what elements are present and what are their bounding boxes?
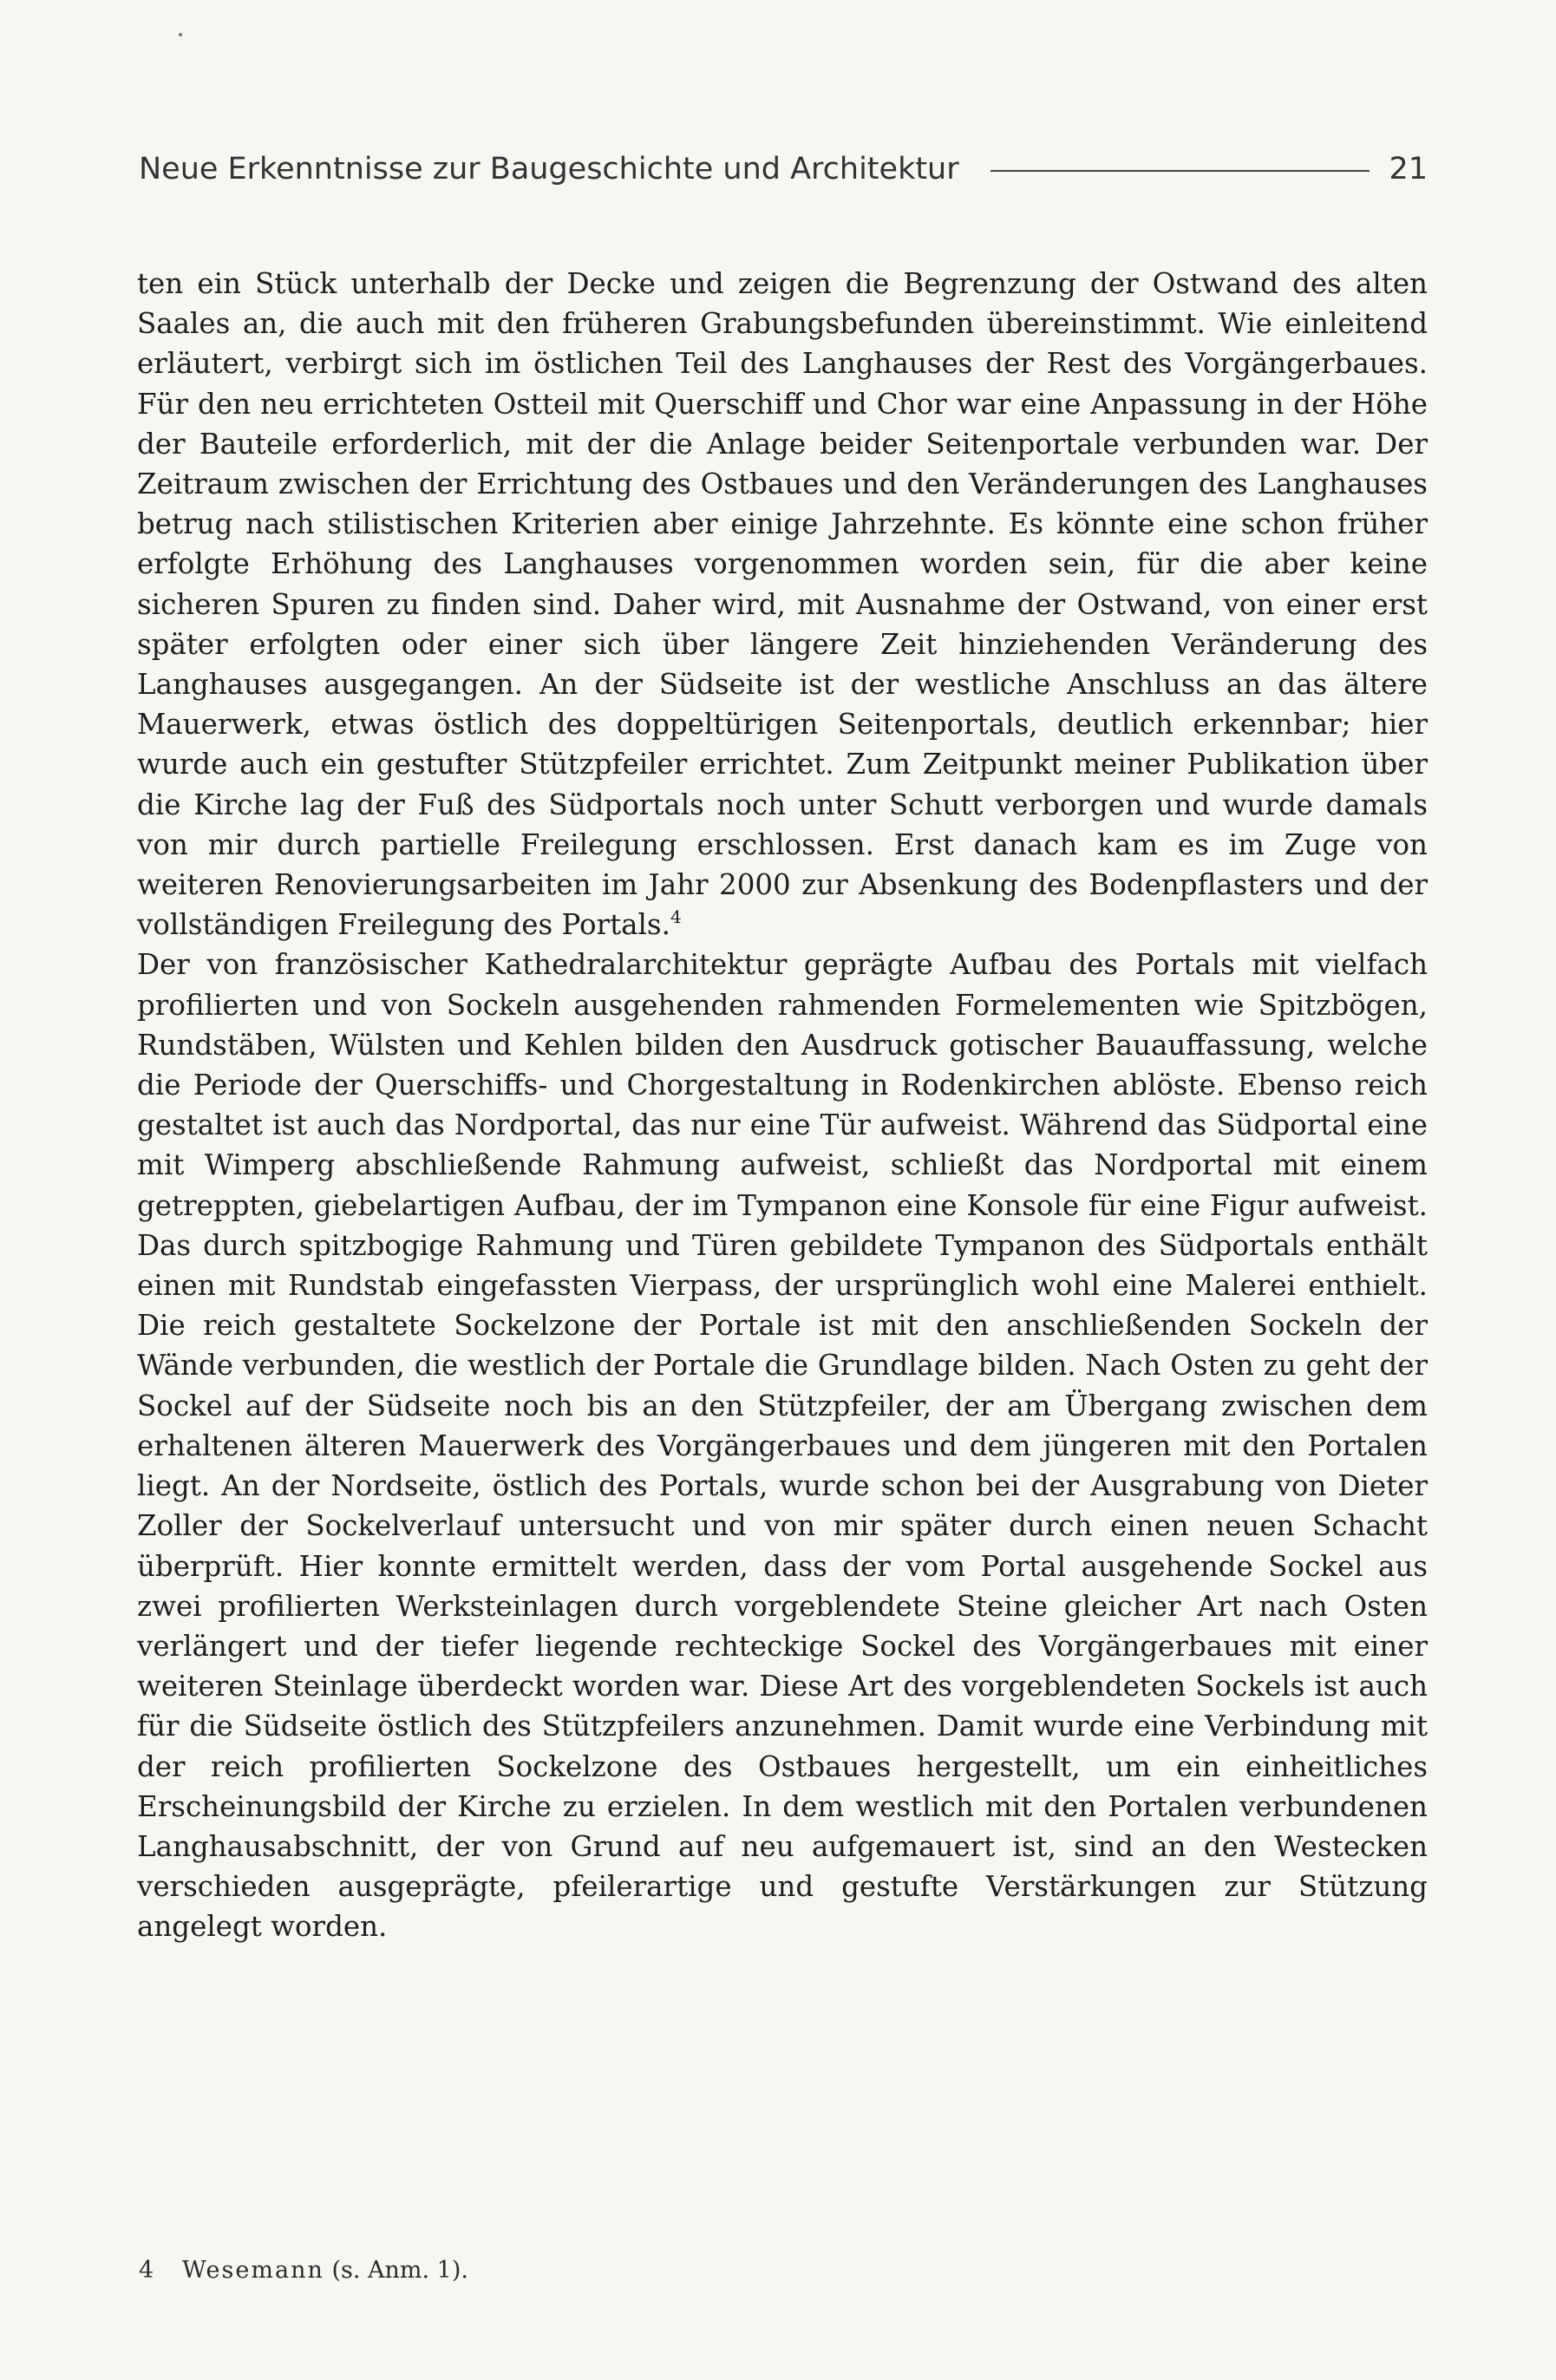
footnote-number: 4 — [139, 2257, 154, 2284]
body-text — [137, 264, 1428, 1947]
paragraph-1 — [137, 264, 1428, 945]
running-head — [139, 146, 1428, 193]
footnote-reference-text: (s. Anm. 1). — [331, 2257, 468, 2284]
print-speck — [179, 33, 182, 36]
footnote-author: Wesemann — [182, 2257, 324, 2284]
running-head-title: Neue Erkenntnisse zur Baugeschichte und Architektur — [139, 152, 959, 186]
footnote-text — [182, 2253, 468, 2288]
page-number: 21 — [1389, 152, 1428, 186]
running-head-rule — [990, 170, 1370, 172]
paragraph-1-text: ten ein Stück unterhalb der Decke und zeigen die Begrenzung der Ostwand des alten Saales an, die auch mit den früheren Grabungsbefunden übereinstimmt. Wie einleitend erläutert, verbirgt sich im östlichen Teil des Langhauses der Rest des Vorgängerbaues. Für den neu errichteten Ostteil mit Querschiff und Chor war eine Anpassung in der Höhe der Bauteile erforderlich, mit der die Anlage beider Seitenportale verbunden war. Der Zeitraum zwischen der Errichtung des Ostbaues und den Veränderungen des Langhauses betrug nach stilistischen Kriterien aber einige Jahrzehnte. Es könnte eine schon früher erfolgte Erhöhung des Langhauses vorgenommen worden sein, für die aber keine sicheren Spuren zu finden sind. Daher wird, mit Ausnahme der Ostwand, von einer erst später erfolgten oder einer sich über längere Zeit hinziehenden Veränderung des Langhauses ausgegangen. An der Südseite ist der westliche Anschluss an das ältere Mauerwerk, etwas östlich des doppeltürigen Seitenportals, deutlich erkennbar; hier wurde auch ein gestufter Stützpfeiler errichtet. Zum Zeitpunkt meiner Publikation über die Kirche lag der Fuß des Südportals noch unter Schutt verborgen und wurde damals von mir durch partielle Freilegung erschlossen. Erst danach kam es im Zuge von weiteren Renovierungsarbeiten im Jahr 2000 zur Absenkung des Bodenpflasters und der vollständigen Freilegung des Portals. — [137, 267, 1428, 942]
paragraph-2 — [137, 945, 1428, 1946]
footnote-reference[interactable]: 4 — [670, 906, 682, 928]
footnote — [139, 2253, 1428, 2288]
paragraph-2-text: Der von französischer Kathedralarchitektur geprägte Aufbau des Portals mit vielfach profilierten und von Sockeln ausgehenden rahmenden Formelementen wie Spitzbögen, Rundstäben, Wülsten und Kehlen bilden den Ausdruck gotischer Bauauffassung, welche die Periode der Querschiffs- und Chorgestaltung in Rodenkirchen ablöste. Ebenso reich gestaltet ist auch das Nordportal, das nur eine Tür aufweist. Während das Südportal eine mit Wimperg abschließende Rahmung aufweist, schließt das Nordportal mit einem getreppten, giebelartigen Aufbau, der im Tympanon eine Konsole für eine Figur aufweist. Das durch spitzbogige Rahmung und Türen gebildete Tympanon des Südportals enthält einen mit Rundstab eingefassten Vierpass, der ursprünglich wohl eine Malerei enthielt. Die reich gestaltete Sockelzone der Portale ist mit den anschließenden Sockeln der Wände verbunden, die westlich der Portale die Grundlage bilden. Nach Osten zu geht der Sockel auf der Südseite noch bis an den Stützpfeiler, der am Übergang zwischen dem erhaltenen älteren Mauerwerk des Vorgängerbaues und dem jüngeren mit den Portalen liegt. An der Nordseite, östlich des Portals, wurde schon bei der Ausgrabung von Dieter Zoller der Sockelverlauf untersucht und von mir später durch einen neuen Schacht überprüft. Hier konnte ermittelt werden, dass der vom Portal ausgehende Sockel aus zwei profilierten Werksteinlagen durch vorgeblendete Steine gleicher Art nach Osten verlängert und der tiefer liegende rechteckige Sockel des Vorgängerbaues mit einer weiteren Steinlage überdeckt worden war. Diese Art des vorgeblendeten Sockels ist auch für die Südseite östlich des Stützpfeilers anzunehmen. Damit wurde eine Verbindung mit der reich profilierten Sockelzone des Ostbaues hergestellt, um ein einheitliches Erscheinungsbild der Kirche zu erzielen. In dem westlich mit den Portalen verbundenen Langhausabschnitt, der von Grund auf neu aufgemauert ist, sind an den Westecken verschieden ausgeprägte, pfeilerartige und gestufte Verstärkungen zur Stützung angelegt worden. — [137, 948, 1428, 1944]
